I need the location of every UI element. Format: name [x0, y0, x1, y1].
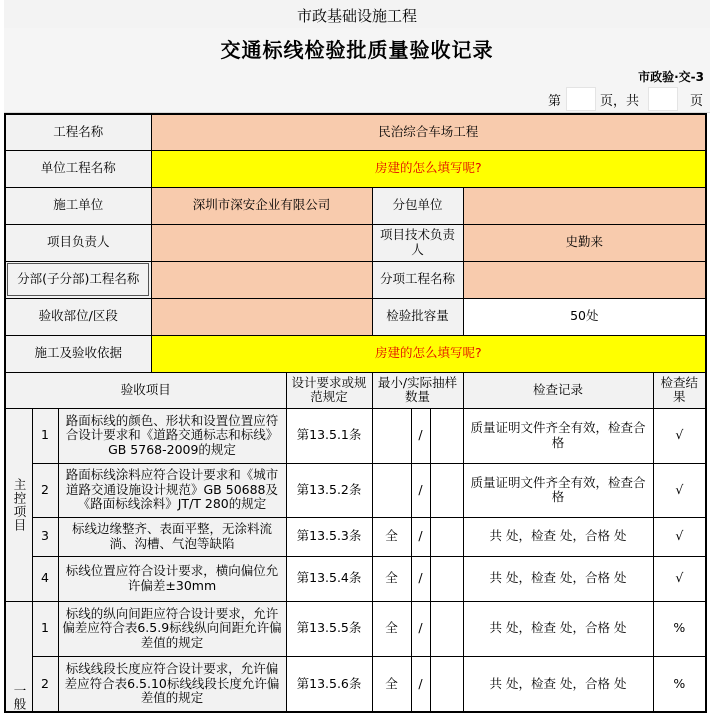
- table-row: [5, 408, 706, 463]
- tech-manager-cell[interactable]: 史勤来: [463, 224, 706, 261]
- location-label: 验收部位/区段: [5, 298, 151, 335]
- col-header-record: 检查记录: [463, 372, 653, 408]
- unit-project-cell[interactable]: 房建的怎么填写呢?: [151, 150, 706, 187]
- col-header-design: 设计要求或规范规定: [286, 372, 372, 408]
- check-result[interactable]: √: [653, 517, 706, 556]
- check-record[interactable]: 质量证明文件齐全有效，检查合格: [463, 408, 653, 463]
- sample-slash: /: [411, 601, 430, 656]
- code-row: [4, 66, 710, 87]
- location-cell[interactable]: [151, 298, 372, 335]
- form-code: 市政验·交-3: [638, 70, 704, 84]
- row-basis: [5, 335, 706, 372]
- row-managers: [5, 224, 706, 261]
- sample-actual[interactable]: [430, 517, 463, 556]
- sample-min[interactable]: 全: [372, 656, 411, 712]
- sample-actual[interactable]: [430, 408, 463, 463]
- subcontractor-cell[interactable]: [463, 187, 706, 224]
- check-result[interactable]: √: [653, 556, 706, 601]
- row-contractor: [5, 187, 706, 224]
- basis-cell[interactable]: 房建的怎么填写呢?: [151, 335, 706, 372]
- contractor-cell[interactable]: 深圳市深安企业有限公司: [151, 187, 372, 224]
- contractor-label: 施工单位: [5, 187, 151, 224]
- project-manager-cell[interactable]: [151, 224, 372, 261]
- check-result[interactable]: %: [653, 601, 706, 656]
- form-title: 交通标线检验批质量验收记录: [220, 38, 494, 62]
- sample-actual[interactable]: [430, 601, 463, 656]
- subcontractor-label: 分包单位: [372, 187, 463, 224]
- division-cell[interactable]: [151, 261, 372, 298]
- check-result[interactable]: √: [653, 463, 706, 517]
- group-main-cell: [5, 408, 32, 601]
- row-number: 1: [32, 408, 58, 463]
- col-header-result: 检查结果: [653, 372, 706, 408]
- sample-actual[interactable]: [430, 656, 463, 712]
- sample-slash: /: [411, 656, 430, 712]
- sample-actual[interactable]: [430, 463, 463, 517]
- check-record[interactable]: 共 处，检查 处，合格 处: [463, 556, 653, 601]
- item-description: 路面标线的颜色、形状和设置位置应符合设计要求和《道路交通标志和标线》 GB 5768-2009的规定: [58, 408, 286, 463]
- row-column-headers: [5, 372, 706, 408]
- sample-min[interactable]: 全: [372, 601, 411, 656]
- row-division: [5, 261, 706, 298]
- subitem-label: 分项工程名称: [372, 261, 463, 298]
- spec-clause: 第13.5.6条: [286, 656, 372, 712]
- check-record[interactable]: 共 处，检查 处，合格 处: [463, 517, 653, 556]
- page-number-input[interactable]: [566, 87, 596, 111]
- tech-manager-label: 项目技术负责人: [372, 224, 463, 261]
- page-suffix: 页: [690, 94, 704, 109]
- row-number: 1: [32, 601, 58, 656]
- page-prefix: 第: [548, 94, 562, 109]
- category-row: [4, 0, 710, 29]
- col-header-sample: 最小/实际抽样数量: [372, 372, 463, 408]
- page-total-input[interactable]: [648, 87, 678, 111]
- sample-actual[interactable]: [430, 556, 463, 601]
- row-location: [5, 298, 706, 335]
- row-number: 3: [32, 517, 58, 556]
- check-record[interactable]: 质量证明文件齐全有效，检查合格: [463, 463, 653, 517]
- page-row: [4, 86, 710, 113]
- table-row: [5, 556, 706, 601]
- item-description: 标线位置应符合设计要求，横向偏位允许偏差±30mm: [58, 556, 286, 601]
- table-row: [5, 656, 706, 712]
- check-result[interactable]: %: [653, 656, 706, 712]
- division-label[interactable]: 分部(子分部)工程名称: [5, 261, 151, 298]
- sample-min[interactable]: 全: [372, 556, 411, 601]
- col-header-item: 验收项目: [5, 372, 286, 408]
- sample-slash: /: [411, 556, 430, 601]
- check-result[interactable]: √: [653, 408, 706, 463]
- sample-slash: /: [411, 463, 430, 517]
- inspection-table: [4, 113, 707, 713]
- spec-clause: 第13.5.1条: [286, 408, 372, 463]
- row-unit-project: [5, 150, 706, 187]
- project-name-label: 工程名称: [5, 114, 151, 150]
- row-project-name: [5, 114, 706, 150]
- category-title: 市政基础设施工程: [296, 7, 417, 25]
- sample-min[interactable]: [372, 408, 411, 463]
- sample-slash: /: [411, 517, 430, 556]
- check-record[interactable]: 共 处，检查 处，合格 处: [463, 656, 653, 712]
- row-number: 2: [32, 656, 58, 712]
- page-mid: 页，共: [600, 94, 640, 109]
- table-row: [5, 517, 706, 556]
- sample-min[interactable]: [372, 463, 411, 517]
- unit-project-label: 单位工程名称: [5, 150, 151, 187]
- spec-clause: 第13.5.5条: [286, 601, 372, 656]
- item-description: 路面标线涂料应符合设计要求和《城市道路交通设施设计规范》GB 50688及《路面标线涂料》JT/T 280的规定: [58, 463, 286, 517]
- group-main-label: 主控项目: [11, 477, 27, 532]
- row-number: 4: [32, 556, 58, 601]
- item-description: 标线的纵向间距应符合设计要求，允许偏差应符合表6.5.9标线纵向间距允许偏差值的规定: [58, 601, 286, 656]
- sample-slash: /: [411, 408, 430, 463]
- group-general-cell: [5, 601, 32, 712]
- row-number: 2: [32, 463, 58, 517]
- table-row: [5, 601, 706, 656]
- item-description: 标线线段长度应符合设计要求，允许偏差应符合表6.5.10标线线段长度允许偏差值的规定: [58, 656, 286, 712]
- check-record[interactable]: 共 处，检查 处，合格 处: [463, 601, 653, 656]
- basis-label: 施工及验收依据: [5, 335, 151, 372]
- table-row: [5, 463, 706, 517]
- spec-clause: 第13.5.3条: [286, 517, 372, 556]
- subitem-cell[interactable]: [463, 261, 706, 298]
- project-manager-label: 项目负责人: [5, 224, 151, 261]
- project-name-cell[interactable]: 民治综合车场工程: [151, 114, 706, 150]
- title-row: [4, 28, 710, 67]
- group-general-label: 一般: [11, 684, 27, 711]
- spec-clause: 第13.5.4条: [286, 556, 372, 601]
- sample-min[interactable]: 全: [372, 517, 411, 556]
- batch-capacity-label: 检验批容量: [372, 298, 463, 335]
- batch-capacity-cell[interactable]: 50处: [463, 298, 706, 335]
- item-description: 标线边缘整齐、表面平整，无涂料流淌、沟槽、气泡等缺陷: [58, 517, 286, 556]
- spec-clause: 第13.5.2条: [286, 463, 372, 517]
